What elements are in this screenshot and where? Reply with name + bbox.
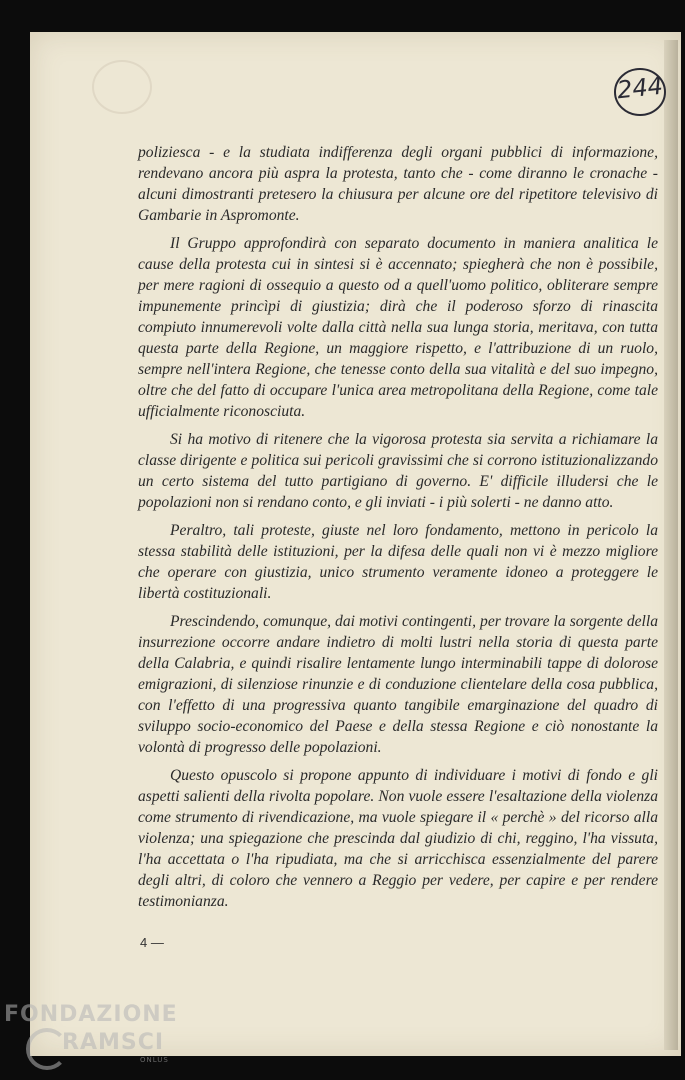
- paragraph-4: Peraltro, tali proteste, giuste nel loro fondamento, mettono in pericolo la stessa stabilità delle istituzioni, per la difesa delle quali non vi è mezzo migliore che operare con giustizia, unico strumento veramente idoneo a proteggere le libertà costituzionali.: [138, 522, 658, 602]
- paragraph-1: poliziesca - e la studiata indifferenza degli organi pubblici di informazione, rendevano ancora più aspra la protesta, tanto che - come diranno le cronache - alcuni dimostranti pretesero la chiusura per alcune ore del ripetitore televisivo di Gambarie in Aspromonte.: [138, 144, 658, 224]
- paragraph-5: Prescindendo, comunque, dai motivi contingenti, per trovare la sorgente della insurrezione occorre andare indietro di molti lustri nella storia di questa parte della Calabria, e quindi risalire lentamente lungo interminabili tappe di dolorose emigrazioni, di silenziose rinunzie e di conduzione clientelare della cosa pubblica, con l'effetto di una progressiva quanto tangibile emarginazione del quadro di sviluppo socio-economico del Paese e della stessa Regione e ciò nonostante la volontà di progresso delle popolazioni.: [138, 613, 658, 756]
- body-text: [138, 142, 658, 919]
- page-edge: [664, 40, 678, 1050]
- faded-stamp: [92, 60, 152, 114]
- watermark-sub: ONLUS: [140, 1056, 169, 1064]
- paragraph-6: Questo opuscolo si propone appunto di individuare i motivi di fondo e gli aspetti salienti della rivolta popolare. Non vuole essere l'esaltazione della violenza come strumento di rivendicazione, ma vuole spiegare il « perchè » del ricorso alla violenza; una spiegazione che prescinda dal giudizio di chi, reggino, l'ha vissuta, l'ha accettata o l'ha ripudiata, ma che si arricchisca essenzialmente del parere degli altri, di coloro che vennero a Reggio per vedere, per capire e per rendere testimonianza.: [138, 767, 658, 910]
- page-number: 4 —: [140, 935, 164, 950]
- watermark-line2: RAMSCI: [62, 1030, 165, 1055]
- watermark-line1: FONDAZIONE: [4, 1002, 178, 1027]
- folio-text: 244: [615, 71, 665, 105]
- fondazione-gramsci-watermark: [4, 1002, 204, 1078]
- paragraph-2: Il Gruppo approfondirà con separato documento in maniera analitica le cause della protesta cui in sintesi si è accennato; spiegherà che non è possibile, per mere ragioni di ossequio a questo od a quell'uomo politico, obliterare sempre impunemente princìpi di giustizia; dirà che il poderoso sforzo di rinascita compiuto innumerevoli volte dalla città nella sua lunga storia, meritava, con tutta questa parte della Regione, un maggiore rispetto, e l'attribuzione di un ruolo, sempre nell'intera Regione, che tenesse conto della sua vitalità e del suo impegno, oltre che del fatto di occupare l'unica area metropolitana della Regione, come tale ufficialmente riconosciuta.: [138, 235, 658, 420]
- paragraph-3: Si ha motivo di ritenere che la vigorosa protesta sia servita a richiamare la classe dirigente e politica sui pericoli gravissimi che si corrono istituzionalizzando un certo sistema del tutto partigiano di governo. E' difficile illudersi che le popolazioni non si rendano conto, e gli inviati - i più solerti - ne danno atto.: [138, 431, 658, 511]
- handwritten-folio-number: [612, 64, 668, 120]
